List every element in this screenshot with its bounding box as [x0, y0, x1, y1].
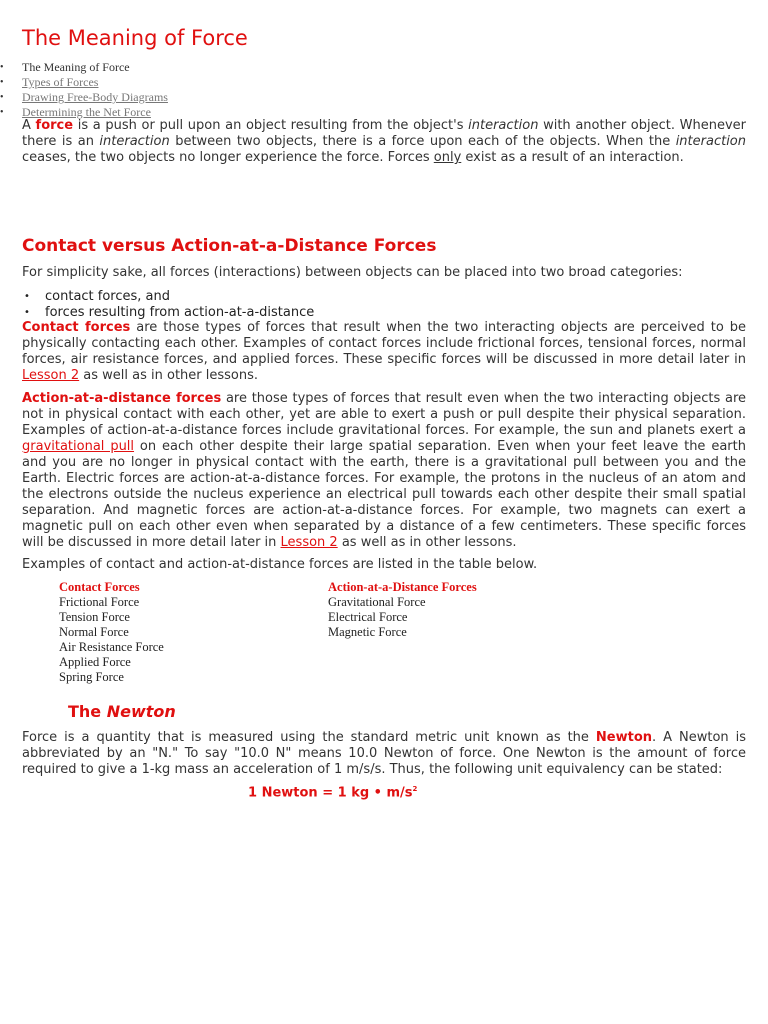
- table-row: [59, 655, 477, 670]
- list-item: • contact forces, and: [22, 289, 314, 305]
- column-header-action-at-distance: Action-at-a-Distance Forces: [328, 580, 477, 594]
- table-row: [59, 670, 477, 685]
- toc-current-label: The Meaning of Force: [22, 60, 130, 74]
- contact-forces-keyword: Contact forces: [22, 320, 131, 335]
- page-title: The Meaning of Force: [22, 26, 248, 50]
- text: is a push or pull upon an object resulting from the object's: [73, 118, 469, 133]
- toc-item-free-body-diagrams: [0, 90, 168, 105]
- interaction-term: interaction: [99, 134, 170, 149]
- table-cell: Air Resistance Force: [59, 640, 164, 654]
- text: as well as in other lessons.: [79, 368, 259, 383]
- table-cell: [328, 655, 477, 670]
- action-at-distance-paragraph: [22, 391, 746, 551]
- newton-paragraph: [22, 730, 746, 778]
- force-categories-list: [22, 289, 314, 321]
- lesson-nav: [0, 60, 168, 120]
- newton-word: Newton: [106, 702, 176, 721]
- contact-forces-paragraph: [22, 320, 746, 384]
- newton-heading: [68, 702, 176, 721]
- newton-keyword: Newton: [595, 730, 653, 745]
- table-row: [59, 610, 477, 625]
- table-cell: Normal Force: [59, 625, 129, 639]
- forces-table: [59, 580, 477, 685]
- unit-equivalency-equation: [248, 785, 417, 800]
- action-at-distance-keyword: Action-at-a-distance forces: [22, 391, 222, 406]
- text: . A Newton is abbreviated by an "N." To say "10.0 N" means 10.0 Newton of force. One Newton is the amount of force required to give a 1-kg mass an acceleration of 1 m/s/s. Thus, the following unit equivalency can be stated:: [22, 730, 746, 777]
- text: on each other despite their large spatial separation. Even when your feet leave the earth and you are no longer in physical contact with the earth, there is a gravitational pull between you and the Earth. Electric forces are action-at-a-distance forces. For example, the protons in the nucleus of an atom and the electrons outside the nucleus experience an electrical pull towards each other despite their small spatial separation. And magnetic forces are action-at-a-distance forces. For example, two magnets can exert a magnetic pull on each other even when separated by a distance of a few centimeters. These specific forces will be discussed in more detail later in: [22, 439, 746, 550]
- table-cell: [328, 670, 477, 685]
- table-cell: Applied Force: [59, 655, 131, 669]
- table-row: [59, 625, 477, 640]
- exponent: 2: [412, 785, 418, 793]
- toc-link-net-force[interactable]: Determining the Net Force: [22, 105, 151, 119]
- text: with another object. Whenever there is an: [22, 118, 747, 149]
- interaction-term: interaction: [675, 134, 746, 149]
- toc-link-free-body-diagrams[interactable]: Drawing Free-Body Diagrams: [22, 90, 168, 104]
- table-cell: Electrical Force: [328, 610, 408, 624]
- table-row: [59, 640, 477, 655]
- lesson-2-link[interactable]: Lesson 2: [280, 535, 338, 550]
- text: as well as in other lessons.: [337, 535, 517, 550]
- text: Force is a quantity that is measured using the standard metric unit known as the: [22, 730, 596, 745]
- section-heading: Contact versus Action-at-a-Distance Forces: [22, 236, 437, 256]
- toc-item-types-of-forces: [0, 75, 168, 90]
- text: The: [68, 702, 107, 721]
- interaction-term: interaction: [468, 118, 539, 133]
- text: A: [22, 118, 36, 133]
- table-cell: Gravitational Force: [328, 595, 426, 609]
- only-emphasis: only: [433, 150, 462, 165]
- text: are those types of forces that result when the two interacting objects are perceived to be physically contacting each other. Examples of contact forces include frictional forces, tensional forces, normal forces, air resistance forces, and applied forces. These specific forces will be discussed in more detail later in: [22, 320, 746, 367]
- table-row: [59, 595, 477, 610]
- table-cell: Tension Force: [59, 610, 130, 624]
- table-cell: [328, 640, 477, 655]
- gravitational-pull-link[interactable]: gravitational pull: [22, 439, 135, 454]
- table-cell: Magnetic Force: [328, 625, 407, 639]
- categories-intro: For simplicity sake, all forces (interactions) between objects can be placed into two broad categories:: [22, 265, 683, 280]
- toc-link-types-of-forces[interactable]: Types of Forces: [22, 75, 99, 89]
- table-header-row: [59, 580, 477, 595]
- text: ceases, the two objects no longer experience the force. Forces: [22, 150, 434, 165]
- text: exist as a result of an interaction.: [461, 150, 684, 165]
- force-keyword: force: [35, 118, 74, 133]
- equation-text: 1 Newton = 1 kg • m/s: [248, 785, 413, 801]
- table-cell: Frictional Force: [59, 595, 140, 609]
- text: are those types of forces that result even when the two interacting objects are not in physical contact with each other, yet are able to exert a push or pull despite their physical separation. Examples of action-at-a-distance forces include gravitational forces. For example, the sun and planets exert a: [22, 391, 747, 438]
- examples-intro: Examples of contact and action-at-distance forces are listed in the table below.: [22, 557, 538, 572]
- intro-paragraph: [22, 118, 746, 166]
- table-cell: Spring Force: [59, 670, 124, 684]
- list-item: • forces resulting from action-at-a-distance: [22, 305, 314, 321]
- text: between two objects, there is a force upon each of the objects. When the: [169, 134, 676, 149]
- toc-item-meaning-of-force: [0, 60, 168, 75]
- column-header-contact: Contact Forces: [59, 580, 140, 594]
- lesson-2-link[interactable]: Lesson 2: [22, 368, 80, 383]
